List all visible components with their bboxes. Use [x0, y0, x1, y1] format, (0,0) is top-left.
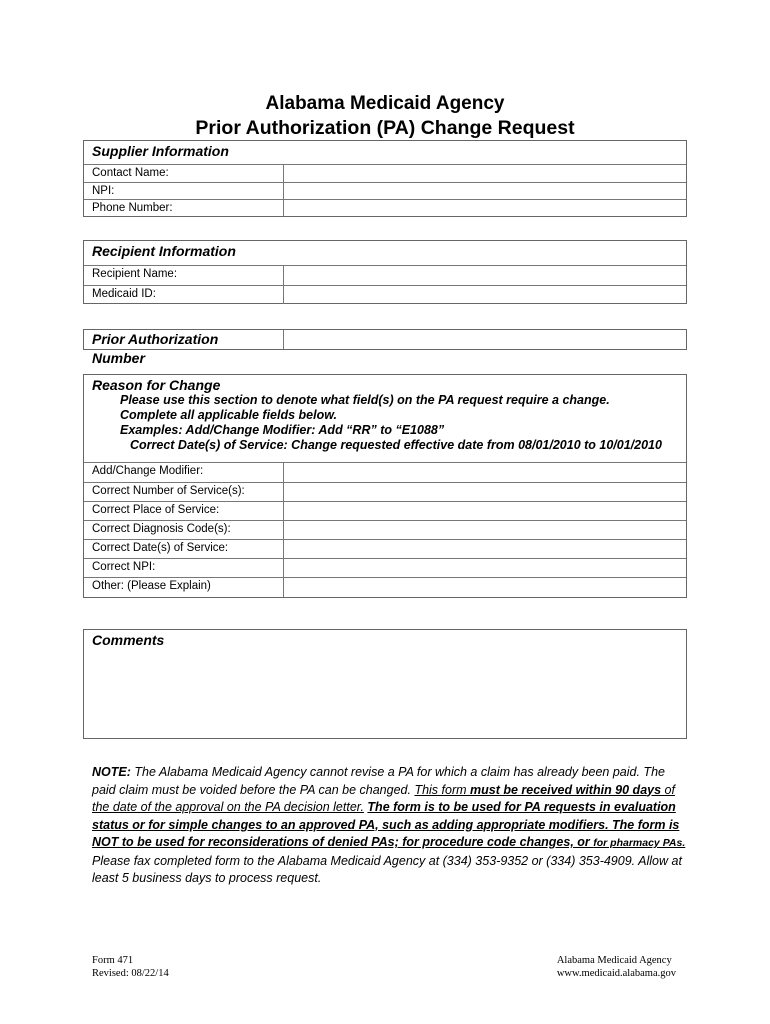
footer-left — [92, 954, 169, 980]
npi-label: NPI: — [84, 183, 284, 199]
npi-input[interactable] — [284, 183, 686, 199]
note-text: The Alabama Medicaid Agency cannot revise a PA for which a claim has already been paid. The paid claim must be voided before the PA can be changed. — [92, 765, 665, 797]
contact-name-input[interactable] — [284, 165, 686, 182]
number-of-services-input[interactable] — [284, 483, 686, 501]
dates-of-service-label: Correct Date(s) of Service: — [84, 540, 284, 558]
page-title: Alabama Medicaid Agency — [265, 93, 505, 114]
other-label: Other: (Please Explain) — [84, 578, 284, 597]
other-input[interactable] — [284, 578, 686, 597]
supplier-heading: Supplier Information — [92, 143, 229, 159]
comments-heading: Comments — [92, 632, 165, 648]
footer-right — [557, 954, 676, 980]
field-row — [84, 285, 686, 304]
reason-instruction: Complete all applicable fields below. — [120, 408, 337, 422]
reason-section — [83, 374, 687, 598]
reason-instruction: Correct Date(s) of Service: Change requested effective date from 08/01/2010 to 10/01/2010 — [130, 438, 662, 452]
footer-agency: Alabama Medicaid Agency — [556, 955, 672, 966]
pa-number-input[interactable] — [284, 330, 686, 349]
reason-instruction: Please use this section to denote what field(s) on the PA request require a change. — [120, 393, 610, 407]
recipient-heading: Recipient Information — [92, 243, 236, 259]
supplier-section — [83, 140, 687, 217]
recipient-name-input[interactable] — [284, 266, 686, 285]
dates-of-service-input[interactable] — [284, 540, 686, 558]
correct-npi-input[interactable] — [284, 559, 686, 577]
phone-number-label: Phone Number: — [84, 200, 284, 216]
footer-url[interactable]: www.medicaid.alabama.gov — [556, 968, 676, 979]
reason-header-block — [84, 375, 686, 462]
note-usage-rules: The form is to be used for PA requests in evaluation status or for simple changes to an approved PA, such as adding appropriate modifiers. The form is NOT to be used for reconsiderations of denied PAs; for procedure code changes, or — [92, 800, 680, 849]
note-text: This form — [414, 782, 470, 797]
note-label: NOTE: — [92, 765, 131, 779]
page-subtitle: Prior Authorization (PA) Change Request — [195, 117, 575, 139]
form-number: Form 471 — [92, 955, 134, 966]
diagnosis-code-label: Correct Diagnosis Code(s): — [84, 521, 284, 539]
field-row — [84, 164, 686, 182]
pa-number-section — [83, 329, 687, 366]
recipient-section — [83, 240, 687, 304]
field-row — [84, 520, 686, 539]
field-row — [84, 558, 686, 577]
field-row — [84, 199, 686, 216]
medicaid-id-input[interactable] — [284, 286, 686, 304]
phone-number-input[interactable] — [284, 200, 686, 216]
place-of-service-input[interactable] — [284, 502, 686, 520]
field-row — [84, 577, 686, 597]
note-paragraph — [92, 764, 692, 888]
modifier-input[interactable] — [284, 463, 686, 482]
correct-npi-label: Correct NPI: — [84, 559, 284, 577]
field-row — [84, 182, 686, 199]
field-row — [84, 539, 686, 558]
modifier-label: Add/Change Modifier: — [84, 463, 284, 482]
field-row — [84, 462, 686, 482]
medicaid-id-label: Medicaid ID: — [84, 286, 284, 304]
note-deadline: must be received within 90 days — [470, 782, 662, 797]
revised-date: Revised: 08/22/14 — [92, 968, 169, 979]
recipient-name-label: Recipient Name: — [84, 266, 284, 285]
comments-section[interactable] — [83, 629, 687, 739]
note-text: Please fax completed form to the Alabama Medicaid Agency at (334) 353-9352 or (334) 353-4909. Allow at least 5 business days to process request. — [92, 853, 682, 885]
number-of-services-label: Correct Number of Service(s): — [84, 483, 284, 501]
field-row — [84, 501, 686, 520]
reason-instruction: Examples: Add/Change Modifier: Add “RR” to “E1088” — [120, 423, 445, 437]
note-text: of the date of the approval on the PA decision letter. — [92, 782, 675, 814]
pa-number-heading: Prior Authorization Number — [84, 330, 284, 349]
field-row — [84, 265, 686, 285]
place-of-service-label: Correct Place of Service: — [84, 502, 284, 520]
reason-heading: Reason for Change — [92, 377, 221, 393]
diagnosis-code-input[interactable] — [284, 521, 686, 539]
field-row — [84, 482, 686, 501]
note-pharmacy: for pharmacy PAs. — [593, 837, 686, 849]
contact-name-label: Contact Name: — [84, 165, 284, 182]
